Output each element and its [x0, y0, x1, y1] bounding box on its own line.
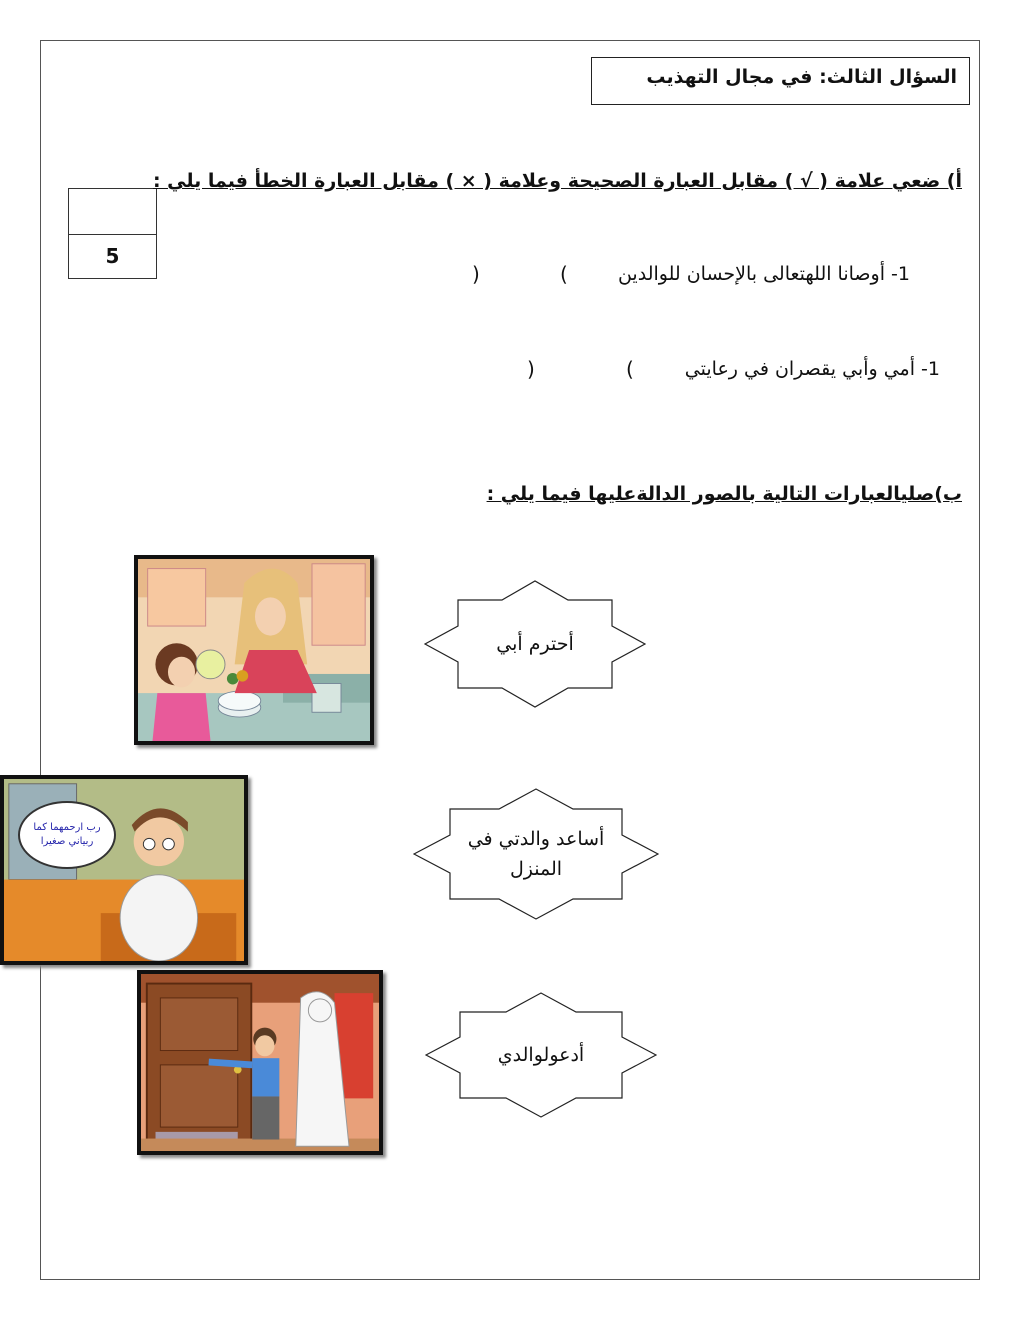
- score-box: [68, 188, 157, 279]
- part-a-instruction: أ) ضعي علامة ( √ ) مقابل العبارة الصحيحة وعلامة ( × ) مقابل العبارة الخطأ فيما يلي :: [152, 170, 962, 192]
- statement-1: 1- أوصانا اللهتعالى بالإحسان للوالدين: [617, 263, 910, 285]
- picture-boy-opening-door[interactable]: [137, 970, 383, 1155]
- statement-1-close-paren[interactable]: ): [472, 262, 480, 286]
- phrase-respect-father: أحترم أبي: [496, 633, 574, 655]
- picture-boy-praying[interactable]: [0, 775, 248, 965]
- speech-bubble: رب ارحمهما كما ربياني صغيرا: [18, 801, 116, 869]
- door-illustration: [141, 974, 379, 1151]
- statement-2: 1- أمي وأبي يقصران في رعايتي: [684, 358, 940, 380]
- phrase-shape-pray-parents[interactable]: [425, 992, 657, 1118]
- part-b-instruction: ب)صليالعبارات التالية بالصور الدالةعليها فيما يلي :: [486, 483, 962, 505]
- question-title-text: السؤال الثالث: في مجال التهذيب: [646, 66, 957, 88]
- phrase-help-mother: أساعد والدتي في المنزل: [467, 828, 605, 880]
- statement-2-open-paren[interactable]: (: [626, 357, 634, 381]
- picture-kitchen-helping-mother[interactable]: [134, 555, 374, 745]
- statement-2-close-paren[interactable]: ): [527, 357, 535, 381]
- score-blank-cell: [69, 189, 156, 235]
- kitchen-illustration: [138, 559, 370, 741]
- statement-1-open-paren[interactable]: (: [560, 262, 568, 286]
- question-title: [591, 57, 970, 105]
- score-value: 5: [105, 244, 120, 268]
- phrase-shape-help-mother[interactable]: [413, 788, 659, 920]
- phrase-pray-parents: أدعولوالدي: [497, 1044, 585, 1066]
- phrase-shape-respect-father[interactable]: [424, 580, 646, 708]
